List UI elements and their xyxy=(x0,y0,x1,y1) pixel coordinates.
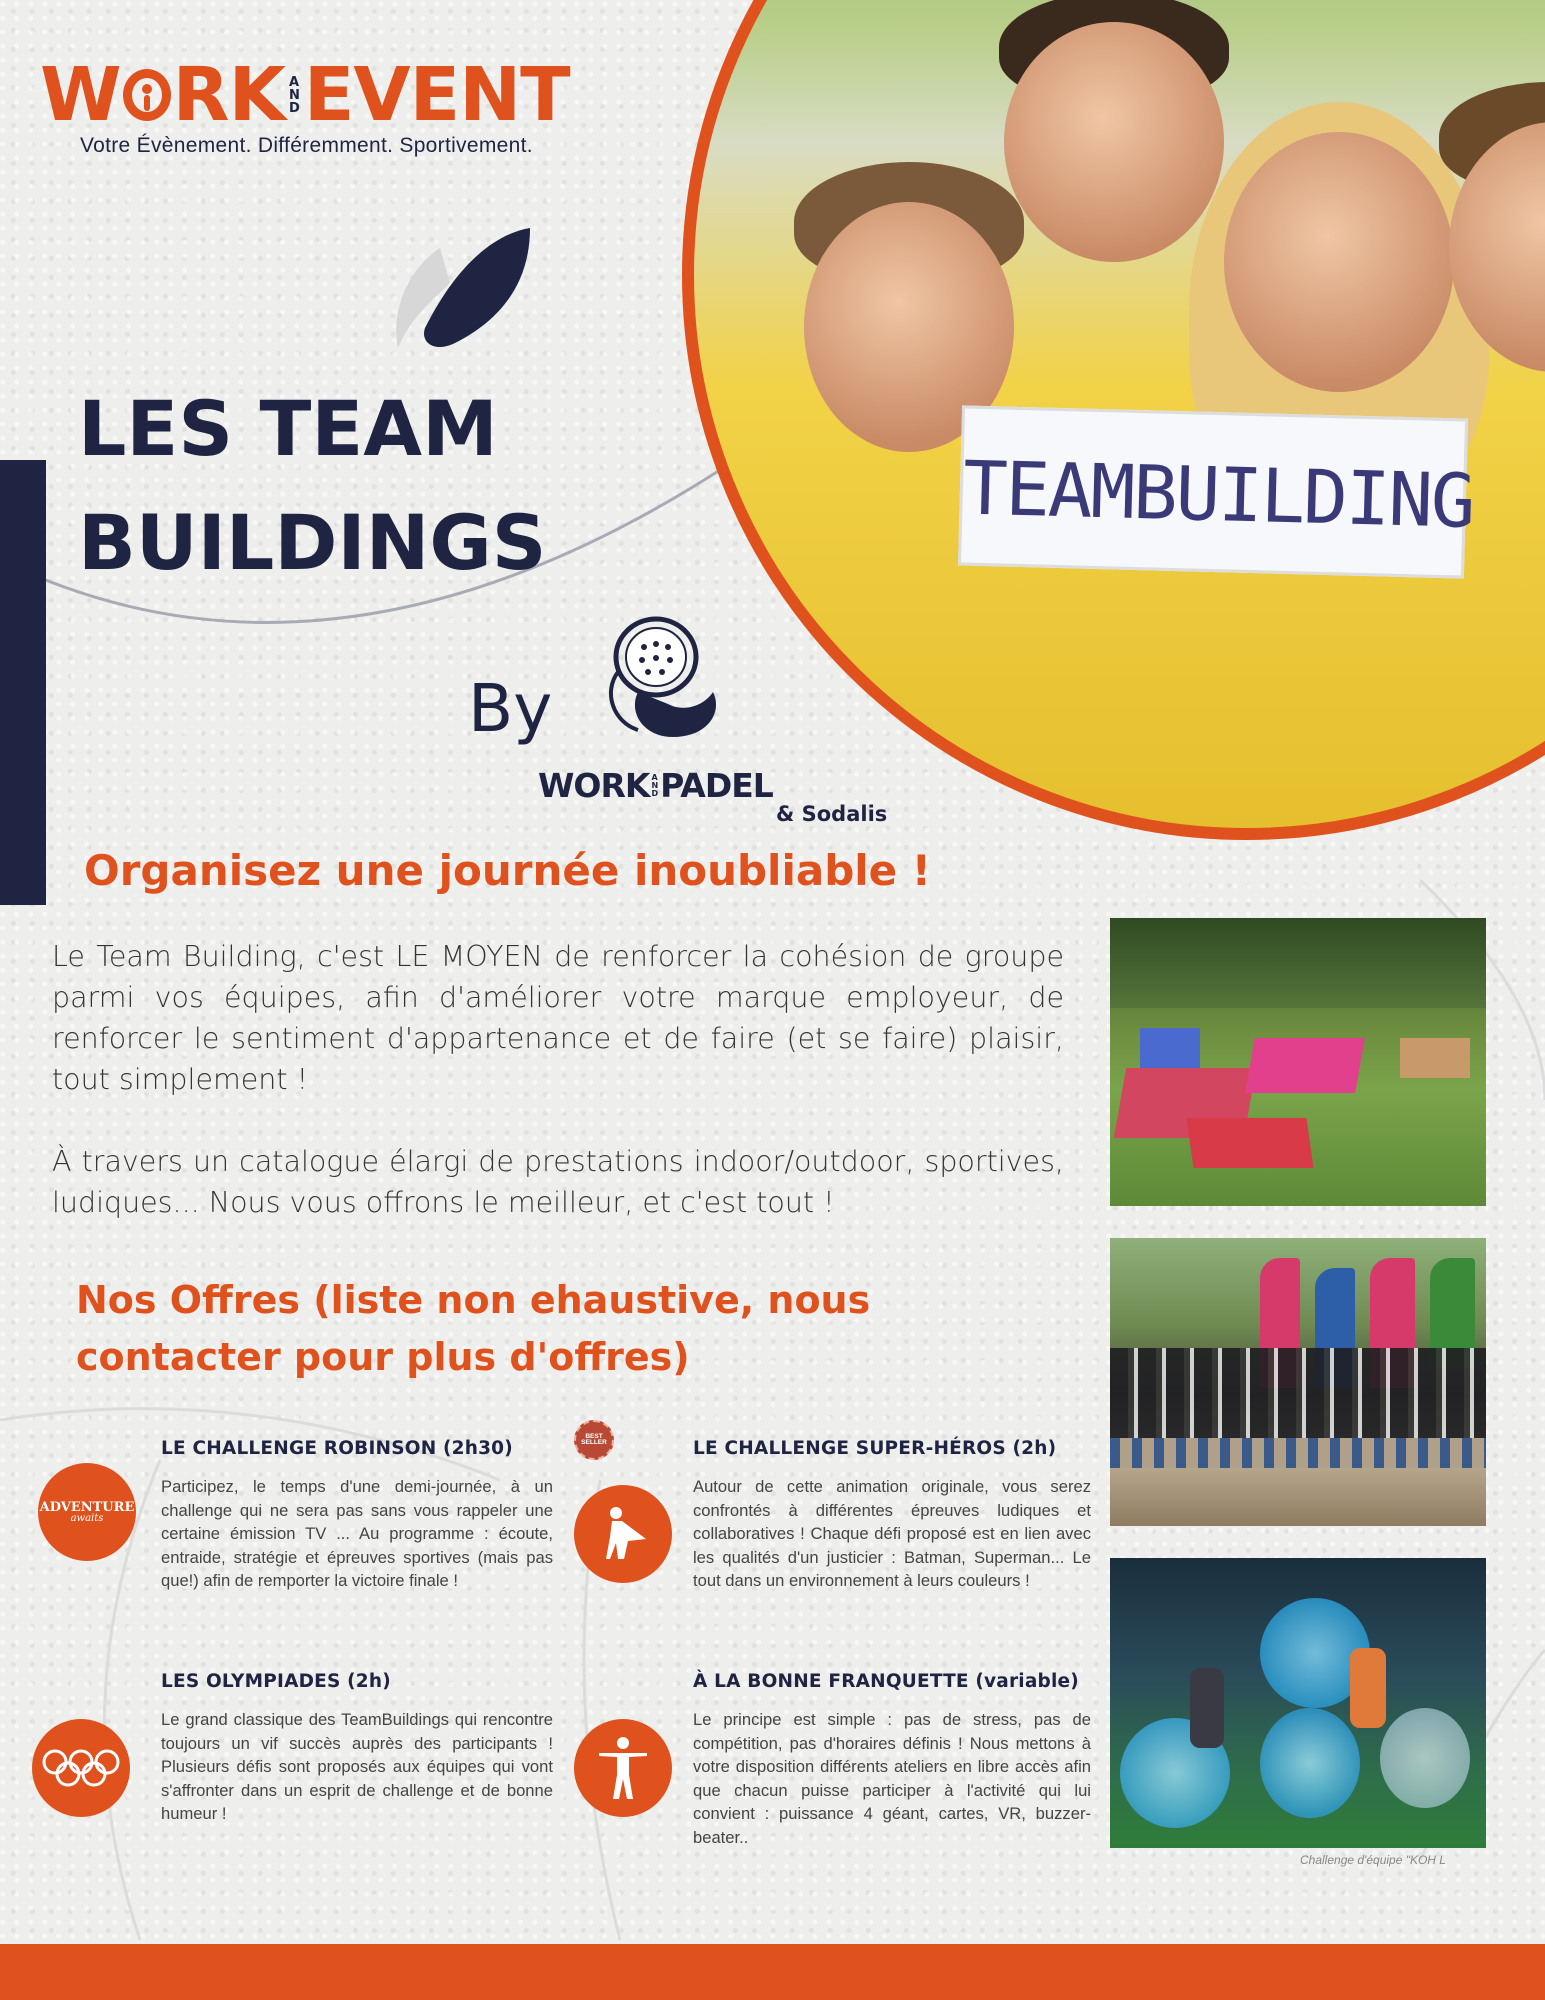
footer-bar xyxy=(0,1944,1545,2000)
adventure-awaits-icon: ADVENTURE awaits xyxy=(38,1463,136,1561)
offer-bonne-franquette-description: Le principe est simple : pas de stress, pas de compétition, pas d'horaires définis ! Nous mettons à votre disposition différents ateliers en libre accès afin que chacun puisse participer à l'activité qui lui convient : puissance 4 géant, cartes, VR, buzzer-beater.. xyxy=(693,1710,1091,1847)
page-title xyxy=(78,372,546,600)
best-seller-badge: BEST SELLER xyxy=(574,1420,614,1460)
offer-superhero-title: LE CHALLENGE SUPER-HÉROS (2h) xyxy=(693,1438,1057,1459)
offer-robinson-title: LE CHALLENGE ROBINSON (2h30) xyxy=(161,1438,513,1459)
work-and-event-logo xyxy=(40,52,570,138)
by-label: By xyxy=(468,670,553,747)
sodalis-label: & Sodalis xyxy=(776,802,888,826)
teambuilding-sign: TEAMBUILDING xyxy=(958,405,1468,578)
offer-olympiades-title: LES OLYMPIADES (2h) xyxy=(161,1671,391,1692)
intro-heading: Organisez une journée inoubliable ! xyxy=(84,846,931,895)
logo-event: EVENT xyxy=(303,52,570,138)
logo-and: A N D xyxy=(288,74,300,116)
photo-bubble-football xyxy=(1110,1558,1486,1848)
photo-caption: Challenge d'équipe "KOH L xyxy=(1300,1853,1446,1867)
offer-robinson-description: Participez, le temps d'une demi-journée, à un challenge qui ne sera pas sans vous rappeler une certaine émission TV ... Au programme : écoute, entraide, stratégie et épreuves sportives (mais pas que!) afin de remporter la victoire finale ! xyxy=(161,1477,553,1590)
offer-superhero-description: Autour de cette animation originale, vous serez confrontés à différentes épreuves ludiques et collaboratives ! Chaque défi proposé est en lien avec les qualités d'un justicier : Batman, Superman... Le tout dans un environnement à leurs couleurs ! xyxy=(693,1477,1091,1590)
padel-racket-logo-icon xyxy=(598,612,728,744)
tagline: Votre Évènement. Différemment. Sportivement. xyxy=(80,134,533,157)
work-and-padel-logo: WORK A N D PADEL xyxy=(538,766,773,805)
title-line-2: BUILDINGS xyxy=(78,498,547,587)
intro-paragraph-2: À travers un catalogue élargi de prestations indoor/outdoor, sportives, ludiques... Nous vous offrons le meilleur, et c'est tout ! xyxy=(52,1145,1064,1219)
hero-photo xyxy=(682,0,1545,840)
offer-bonne-franquette-title: À LA BONNE FRANQUETTE (variable) xyxy=(693,1671,1079,1692)
offers-heading: Nos Offres (liste non ehaustive, nous contacter pour plus d'offres) xyxy=(76,1278,871,1379)
accent-bar xyxy=(0,460,46,905)
logo-w: W xyxy=(40,52,121,138)
superhero-icon xyxy=(574,1485,672,1583)
photo-group-cheering xyxy=(1110,1238,1486,1526)
offer-olympiades-description: Le grand classique des TeamBuildings qui rencontre toujours un vif succès auprès des participants ! Plusieurs défis sont proposés aux équipes qui vont s'affronter dans un esprit de challenge et de bonne humeur ! xyxy=(161,1710,553,1823)
intro-paragraph-1: Le Team Building, c'est LE MOYEN de renforcer la cohésion de groupe parmi vos équipes, afin d'améliorer votre marque employeur, de renforcer le sentiment d'appartenance et de faire (et se faire) plaisir, tout simplement ! xyxy=(52,940,1064,1096)
person-icon xyxy=(574,1719,672,1817)
photo-soapbox-race xyxy=(1110,918,1486,1206)
intro-text xyxy=(52,936,1064,1223)
olympic-rings-icon xyxy=(32,1719,130,1817)
brand-swoosh-icon xyxy=(380,228,540,358)
logo-rk: RK xyxy=(172,52,285,138)
title-line-1: LES TEAM xyxy=(78,384,498,473)
logo-o-figure-icon xyxy=(123,69,171,121)
